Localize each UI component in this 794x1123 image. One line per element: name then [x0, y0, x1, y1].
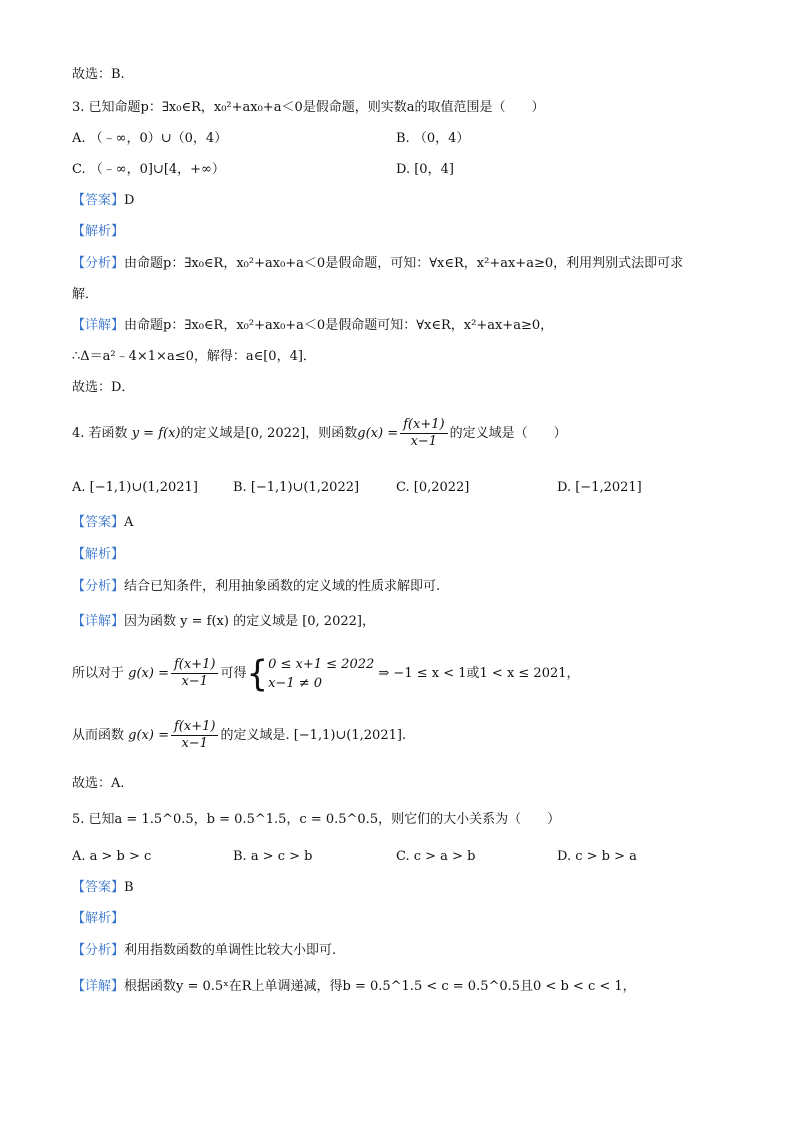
frac-num: f(x+1) [400, 417, 447, 434]
xiangjie-text: 由命题p：∃x₀∈R，x₀²+ax₀+a＜0是假命题可知：∀x∈R，x²+ax+a≥0， [124, 318, 554, 333]
text-line: 故选：A. [72, 776, 125, 791]
analysis-tag: 【解析】 [72, 224, 125, 239]
frac-den: x−1 [181, 736, 208, 751]
text: 所以对于 [72, 666, 125, 681]
xiangjie-text: 因为函数 y = f(x) 的定义域是 [0, 2022]， [124, 614, 375, 629]
text-line: ∴Δ＝a²﹣4×1×a≤0，解得：a∈[0，4]． [72, 349, 316, 364]
inequality-system [268, 655, 374, 693]
analysis-tag: 【解析】 [72, 547, 125, 562]
answer-tag: 【答案】 [72, 193, 125, 208]
q4-prefix: 4. 若函数 [72, 426, 128, 441]
analysis-tag: 【解析】 [72, 911, 125, 926]
formula-g: g(x) = [128, 728, 169, 743]
fenxi-text: 结合已知条件，利用抽象函数的定义域的性质求解即可. [124, 579, 441, 594]
analysis-line [72, 578, 440, 596]
conclusion-line [72, 716, 406, 756]
option-c: C. [0,2022] [396, 480, 470, 495]
text: 可得 [220, 666, 247, 681]
frac-num: f(x+1) [171, 657, 218, 674]
answer-tag: 【答案】 [72, 880, 125, 895]
analysis-line [72, 255, 683, 273]
formula-y: y = f(x) [131, 426, 181, 441]
answer-value: D [124, 193, 135, 208]
answer-value: A [124, 515, 134, 530]
xiangjie-tag: 【详解】 [72, 979, 125, 994]
answer-line [72, 514, 133, 532]
frac-den: x−1 [410, 434, 438, 449]
frac-den: x−1 [181, 674, 208, 689]
brace-icon: { [246, 652, 269, 695]
condition-1: 0 ≤ x+1 ≤ 2022 [268, 656, 375, 672]
analysis-line [72, 942, 336, 960]
text: 的定义域是. [−1,1)∪(1,2021]. [220, 728, 407, 743]
formula-domain: [0, 2022] [245, 426, 306, 441]
fraction [171, 657, 218, 690]
question-3: 3. 已知命题p：∃x₀∈R，x₀²+ax₀+a＜0是假命题，则实数a的取值范围是（ ） [72, 100, 545, 115]
answer-value: B [124, 880, 134, 895]
option-b: B. （0，4） [396, 131, 470, 146]
option-d: D. [−1,2021] [557, 480, 642, 495]
system-line [72, 652, 580, 696]
answer-line [72, 879, 134, 897]
fenxi-tag: 【分析】 [72, 579, 125, 594]
xiangjie-text: 根据函数y = 0.5ˣ在R上单调递减，得b = 0.5^1.5 < c = 0.5^0.5且0 < b < c < 1， [124, 979, 636, 994]
text-line: 故选：B. [72, 67, 125, 82]
detail-line [72, 317, 553, 335]
option-d: D. c > b > a [557, 849, 637, 864]
option-a: A. [−1,1)∪(1,2021] [72, 480, 198, 495]
fenxi-text: 由命题p：∃x₀∈R，x₀²+ax₀+a＜0是假命题，可知：∀x∈R，x²+ax+a≥0，利用判别式法即可求 [124, 256, 684, 271]
fenxi-tag: 【分析】 [72, 256, 125, 271]
option-b: B. a > c > b [233, 849, 313, 864]
condition-2: x−1 ≠ 0 [268, 675, 323, 691]
q4-text: 的定义域是（ ） [449, 426, 567, 441]
detail-line [72, 978, 636, 996]
result: ⇒ −1 ≤ x < 1或1 < x ≤ 2021， [378, 666, 580, 681]
question-4 [72, 414, 567, 454]
text-line: 解． [72, 287, 99, 302]
formula-g: g(x) = [357, 426, 399, 441]
fenxi-tag: 【分析】 [72, 943, 125, 958]
option-c: C. c > a > b [396, 849, 476, 864]
fenxi-text: 利用指数函数的单调性比较大小即可. [124, 943, 337, 958]
frac-num: f(x+1) [171, 719, 218, 736]
xiangjie-tag: 【详解】 [72, 614, 125, 629]
fraction [171, 719, 218, 752]
fraction [400, 417, 447, 450]
option-b: B. [−1,1)∪(1,2022] [233, 480, 360, 495]
option-a: A. （﹣∞，0）∪（0，4） [72, 131, 228, 146]
option-d: D. [0，4] [396, 162, 454, 177]
text-line: 故选：D． [72, 380, 135, 395]
option-a: A. a > b > c [72, 849, 152, 864]
q4-text: 的定义域是 [180, 426, 246, 441]
q4-text: ，则函数 [305, 426, 358, 441]
xiangjie-tag: 【详解】 [72, 318, 125, 333]
question-5: 5. 已知a = 1.5^0.5，b = 0.5^1.5，c = 0.5^0.5，则它们的大小关系为（ ） [72, 812, 561, 827]
formula-g: g(x) = [128, 666, 169, 681]
option-c: C. （﹣∞，0]∪[4，+∞） [72, 162, 225, 177]
answer-tag: 【答案】 [72, 515, 125, 530]
text: 从而函数 [72, 728, 125, 743]
answer-line [72, 192, 134, 210]
detail-line [72, 613, 375, 631]
